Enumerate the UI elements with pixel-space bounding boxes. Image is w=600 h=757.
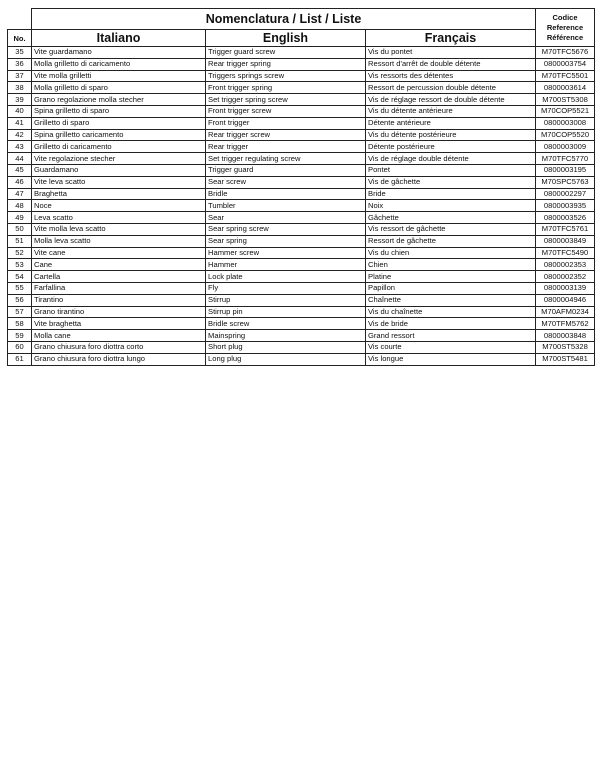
part-name-italiano: Grano regolazione molla stecher	[32, 94, 206, 106]
table-row	[8, 82, 595, 94]
part-name-english: Fly	[206, 282, 366, 294]
table-row	[8, 330, 595, 342]
part-name-francais: Vis de gâchette	[366, 176, 536, 188]
code-header-line3: Référence	[546, 32, 584, 42]
part-code: M70TFC5490	[536, 247, 595, 259]
part-name-italiano: Grano tirantino	[32, 306, 206, 318]
part-code: 0800003935	[536, 200, 595, 212]
part-name-francais: Détente antérieure	[366, 117, 536, 129]
table-row	[8, 70, 595, 82]
part-name-english: Stirrup	[206, 294, 366, 306]
part-code: M70TFM5762	[536, 318, 595, 330]
part-name-italiano: Vite molla grilletti	[32, 70, 206, 82]
part-name-english: Bridle	[206, 188, 366, 200]
table-row	[8, 176, 595, 188]
part-name-francais: Vis du pontet	[366, 47, 536, 59]
part-name-francais: Vis du détente postérieure	[366, 129, 536, 141]
part-number: 44	[8, 153, 32, 165]
part-number: 51	[8, 235, 32, 247]
part-number: 48	[8, 200, 32, 212]
part-number: 47	[8, 188, 32, 200]
part-code: M70TFC5761	[536, 223, 595, 235]
part-name-francais: Vis du chaînette	[366, 306, 536, 318]
part-number: 56	[8, 294, 32, 306]
part-name-italiano: Vite molla leva scatto	[32, 223, 206, 235]
part-number: 50	[8, 223, 32, 235]
part-code: 0800004946	[536, 294, 595, 306]
part-code: M70AFM0234	[536, 306, 595, 318]
part-code: 0800003614	[536, 82, 595, 94]
part-name-francais: Chaînette	[366, 294, 536, 306]
part-number: 42	[8, 129, 32, 141]
part-name-english: Bridle screw	[206, 318, 366, 330]
table-row	[8, 259, 595, 271]
part-name-italiano: Molla grilletto di sparo	[32, 82, 206, 94]
part-name-english: Mainspring	[206, 330, 366, 342]
part-name-english: Rear trigger	[206, 141, 366, 153]
part-number: 39	[8, 94, 32, 106]
part-code: M70COP5520	[536, 129, 595, 141]
part-code: 0800003009	[536, 141, 595, 153]
part-name-francais: Ressort de gâchette	[366, 235, 536, 247]
table-row	[8, 141, 595, 153]
part-name-francais: Vis du détente antérieure	[366, 105, 536, 117]
part-code: 0800003139	[536, 282, 595, 294]
table-body	[8, 47, 595, 366]
part-name-italiano: Vite cane	[32, 247, 206, 259]
table-row	[8, 318, 595, 330]
part-number: 40	[8, 105, 32, 117]
part-code: 0800003849	[536, 235, 595, 247]
part-name-francais: Noix	[366, 200, 536, 212]
part-name-english: Lock plate	[206, 271, 366, 283]
table-row	[8, 294, 595, 306]
part-code: 0800002352	[536, 271, 595, 283]
part-name-english: Stirrup pin	[206, 306, 366, 318]
part-code: 0800003008	[536, 117, 595, 129]
part-code: 0800003848	[536, 330, 595, 342]
column-header-no: No.	[8, 30, 32, 47]
part-name-english: Trigger guard screw	[206, 47, 366, 59]
part-name-italiano: Spina grilletto caricamento	[32, 129, 206, 141]
part-name-italiano: Molla cane	[32, 330, 206, 342]
part-name-italiano: Grilletto di caricamento	[32, 141, 206, 153]
part-number: 60	[8, 341, 32, 353]
part-name-english: Long plug	[206, 353, 366, 365]
table-row	[8, 353, 595, 365]
table-row	[8, 223, 595, 235]
part-name-francais: Vis de réglage ressort de double détente	[366, 94, 536, 106]
table-row	[8, 58, 595, 70]
part-number: 36	[8, 58, 32, 70]
part-name-english: Front trigger spring	[206, 82, 366, 94]
part-code: M70TFC5676	[536, 47, 595, 59]
part-name-francais: Gâchette	[366, 212, 536, 224]
part-name-english: Rear trigger spring	[206, 58, 366, 70]
part-name-francais: Détente postérieure	[366, 141, 536, 153]
part-name-english: Sear screw	[206, 176, 366, 188]
part-name-english: Sear	[206, 212, 366, 224]
part-code: M700ST5308	[536, 94, 595, 106]
part-name-italiano: Grano chiusura foro diottra corto	[32, 341, 206, 353]
column-header-english: English	[206, 30, 366, 47]
part-name-italiano: Molla leva scatto	[32, 235, 206, 247]
parts-list-table	[7, 8, 595, 366]
code-header	[536, 9, 595, 47]
part-name-italiano: Vite leva scatto	[32, 176, 206, 188]
part-number: 45	[8, 164, 32, 176]
part-name-italiano: Cartella	[32, 271, 206, 283]
part-number: 55	[8, 282, 32, 294]
part-name-francais: Pontet	[366, 164, 536, 176]
part-code: 0800003526	[536, 212, 595, 224]
part-name-francais: Ressort de percussion double détente	[366, 82, 536, 94]
part-code: M700ST5481	[536, 353, 595, 365]
part-name-english: Set trigger spring screw	[206, 94, 366, 106]
part-name-english: Front trigger screw	[206, 105, 366, 117]
part-name-francais: Vis de bride	[366, 318, 536, 330]
table-row	[8, 47, 595, 59]
part-number: 52	[8, 247, 32, 259]
header-blank-cell	[8, 9, 32, 30]
column-header-francais: Français	[366, 30, 536, 47]
part-name-francais: Grand ressort	[366, 330, 536, 342]
table-row	[8, 200, 595, 212]
part-name-english: Rear trigger screw	[206, 129, 366, 141]
part-name-english: Tumbler	[206, 200, 366, 212]
table-row	[8, 129, 595, 141]
part-name-italiano: Tirantino	[32, 294, 206, 306]
part-code: 0800003195	[536, 164, 595, 176]
table-row	[8, 341, 595, 353]
part-number: 43	[8, 141, 32, 153]
part-name-francais: Vis ressort de gâchette	[366, 223, 536, 235]
part-name-italiano: Vite regolazione stecher	[32, 153, 206, 165]
table-row	[8, 306, 595, 318]
part-name-italiano: Molla grilletto di caricamento	[32, 58, 206, 70]
table-row	[8, 105, 595, 117]
part-number: 46	[8, 176, 32, 188]
table-row	[8, 235, 595, 247]
part-code: 0800002353	[536, 259, 595, 271]
part-name-english: Sear spring screw	[206, 223, 366, 235]
part-code: M70COP5521	[536, 105, 595, 117]
code-header-line1: Codice	[552, 12, 578, 22]
part-number: 53	[8, 259, 32, 271]
part-name-francais: Bride	[366, 188, 536, 200]
part-code: 0800003754	[536, 58, 595, 70]
part-code: M70SPC5763	[536, 176, 595, 188]
column-header-italiano: Italiano	[32, 30, 206, 47]
part-number: 59	[8, 330, 32, 342]
part-name-francais: Papillon	[366, 282, 536, 294]
table-title: Nomenclatura / List / Liste	[32, 9, 536, 30]
table-row	[8, 188, 595, 200]
part-number: 57	[8, 306, 32, 318]
part-name-italiano: Farfallina	[32, 282, 206, 294]
part-name-english: Front trigger	[206, 117, 366, 129]
table-row	[8, 282, 595, 294]
part-name-english: Sear spring	[206, 235, 366, 247]
part-number: 54	[8, 271, 32, 283]
table-row	[8, 94, 595, 106]
part-name-english: Trigger guard	[206, 164, 366, 176]
part-name-italiano: Grilletto di sparo	[32, 117, 206, 129]
part-name-italiano: Leva scatto	[32, 212, 206, 224]
table-row	[8, 247, 595, 259]
part-name-italiano: Grano chiusura foro diottra lungo	[32, 353, 206, 365]
part-name-francais: Vis de réglage double détente	[366, 153, 536, 165]
part-name-francais: Vis longue	[366, 353, 536, 365]
code-header-line2: Reference	[546, 22, 584, 32]
table-row	[8, 212, 595, 224]
part-name-francais: Vis du chien	[366, 247, 536, 259]
part-number: 61	[8, 353, 32, 365]
part-name-italiano: Vite braghetta	[32, 318, 206, 330]
part-name-english: Triggers springs screw	[206, 70, 366, 82]
part-name-italiano: Guardamano	[32, 164, 206, 176]
part-name-english: Hammer	[206, 259, 366, 271]
table-row	[8, 164, 595, 176]
part-name-italiano: Spina grilletto di sparo	[32, 105, 206, 117]
part-number: 58	[8, 318, 32, 330]
table-row	[8, 153, 595, 165]
part-name-italiano: Cane	[32, 259, 206, 271]
part-name-english: Set trigger regulating screw	[206, 153, 366, 165]
part-number: 38	[8, 82, 32, 94]
part-number: 49	[8, 212, 32, 224]
part-number: 35	[8, 47, 32, 59]
part-code: M70TFC5770	[536, 153, 595, 165]
part-name-francais: Platine	[366, 271, 536, 283]
part-number: 37	[8, 70, 32, 82]
part-name-italiano: Vite guardamano	[32, 47, 206, 59]
part-name-english: Hammer screw	[206, 247, 366, 259]
part-name-francais: Vis ressorts des détentes	[366, 70, 536, 82]
table-row	[8, 271, 595, 283]
part-name-francais: Vis courte	[366, 341, 536, 353]
part-code: 0800002297	[536, 188, 595, 200]
part-name-francais: Ressort d'arrêt de double détente	[366, 58, 536, 70]
part-name-english: Short plug	[206, 341, 366, 353]
part-name-italiano: Noce	[32, 200, 206, 212]
part-number: 41	[8, 117, 32, 129]
part-code: M70TFC5501	[536, 70, 595, 82]
part-name-francais: Chien	[366, 259, 536, 271]
table-row	[8, 117, 595, 129]
part-code: M700ST5328	[536, 341, 595, 353]
part-name-italiano: Braghetta	[32, 188, 206, 200]
